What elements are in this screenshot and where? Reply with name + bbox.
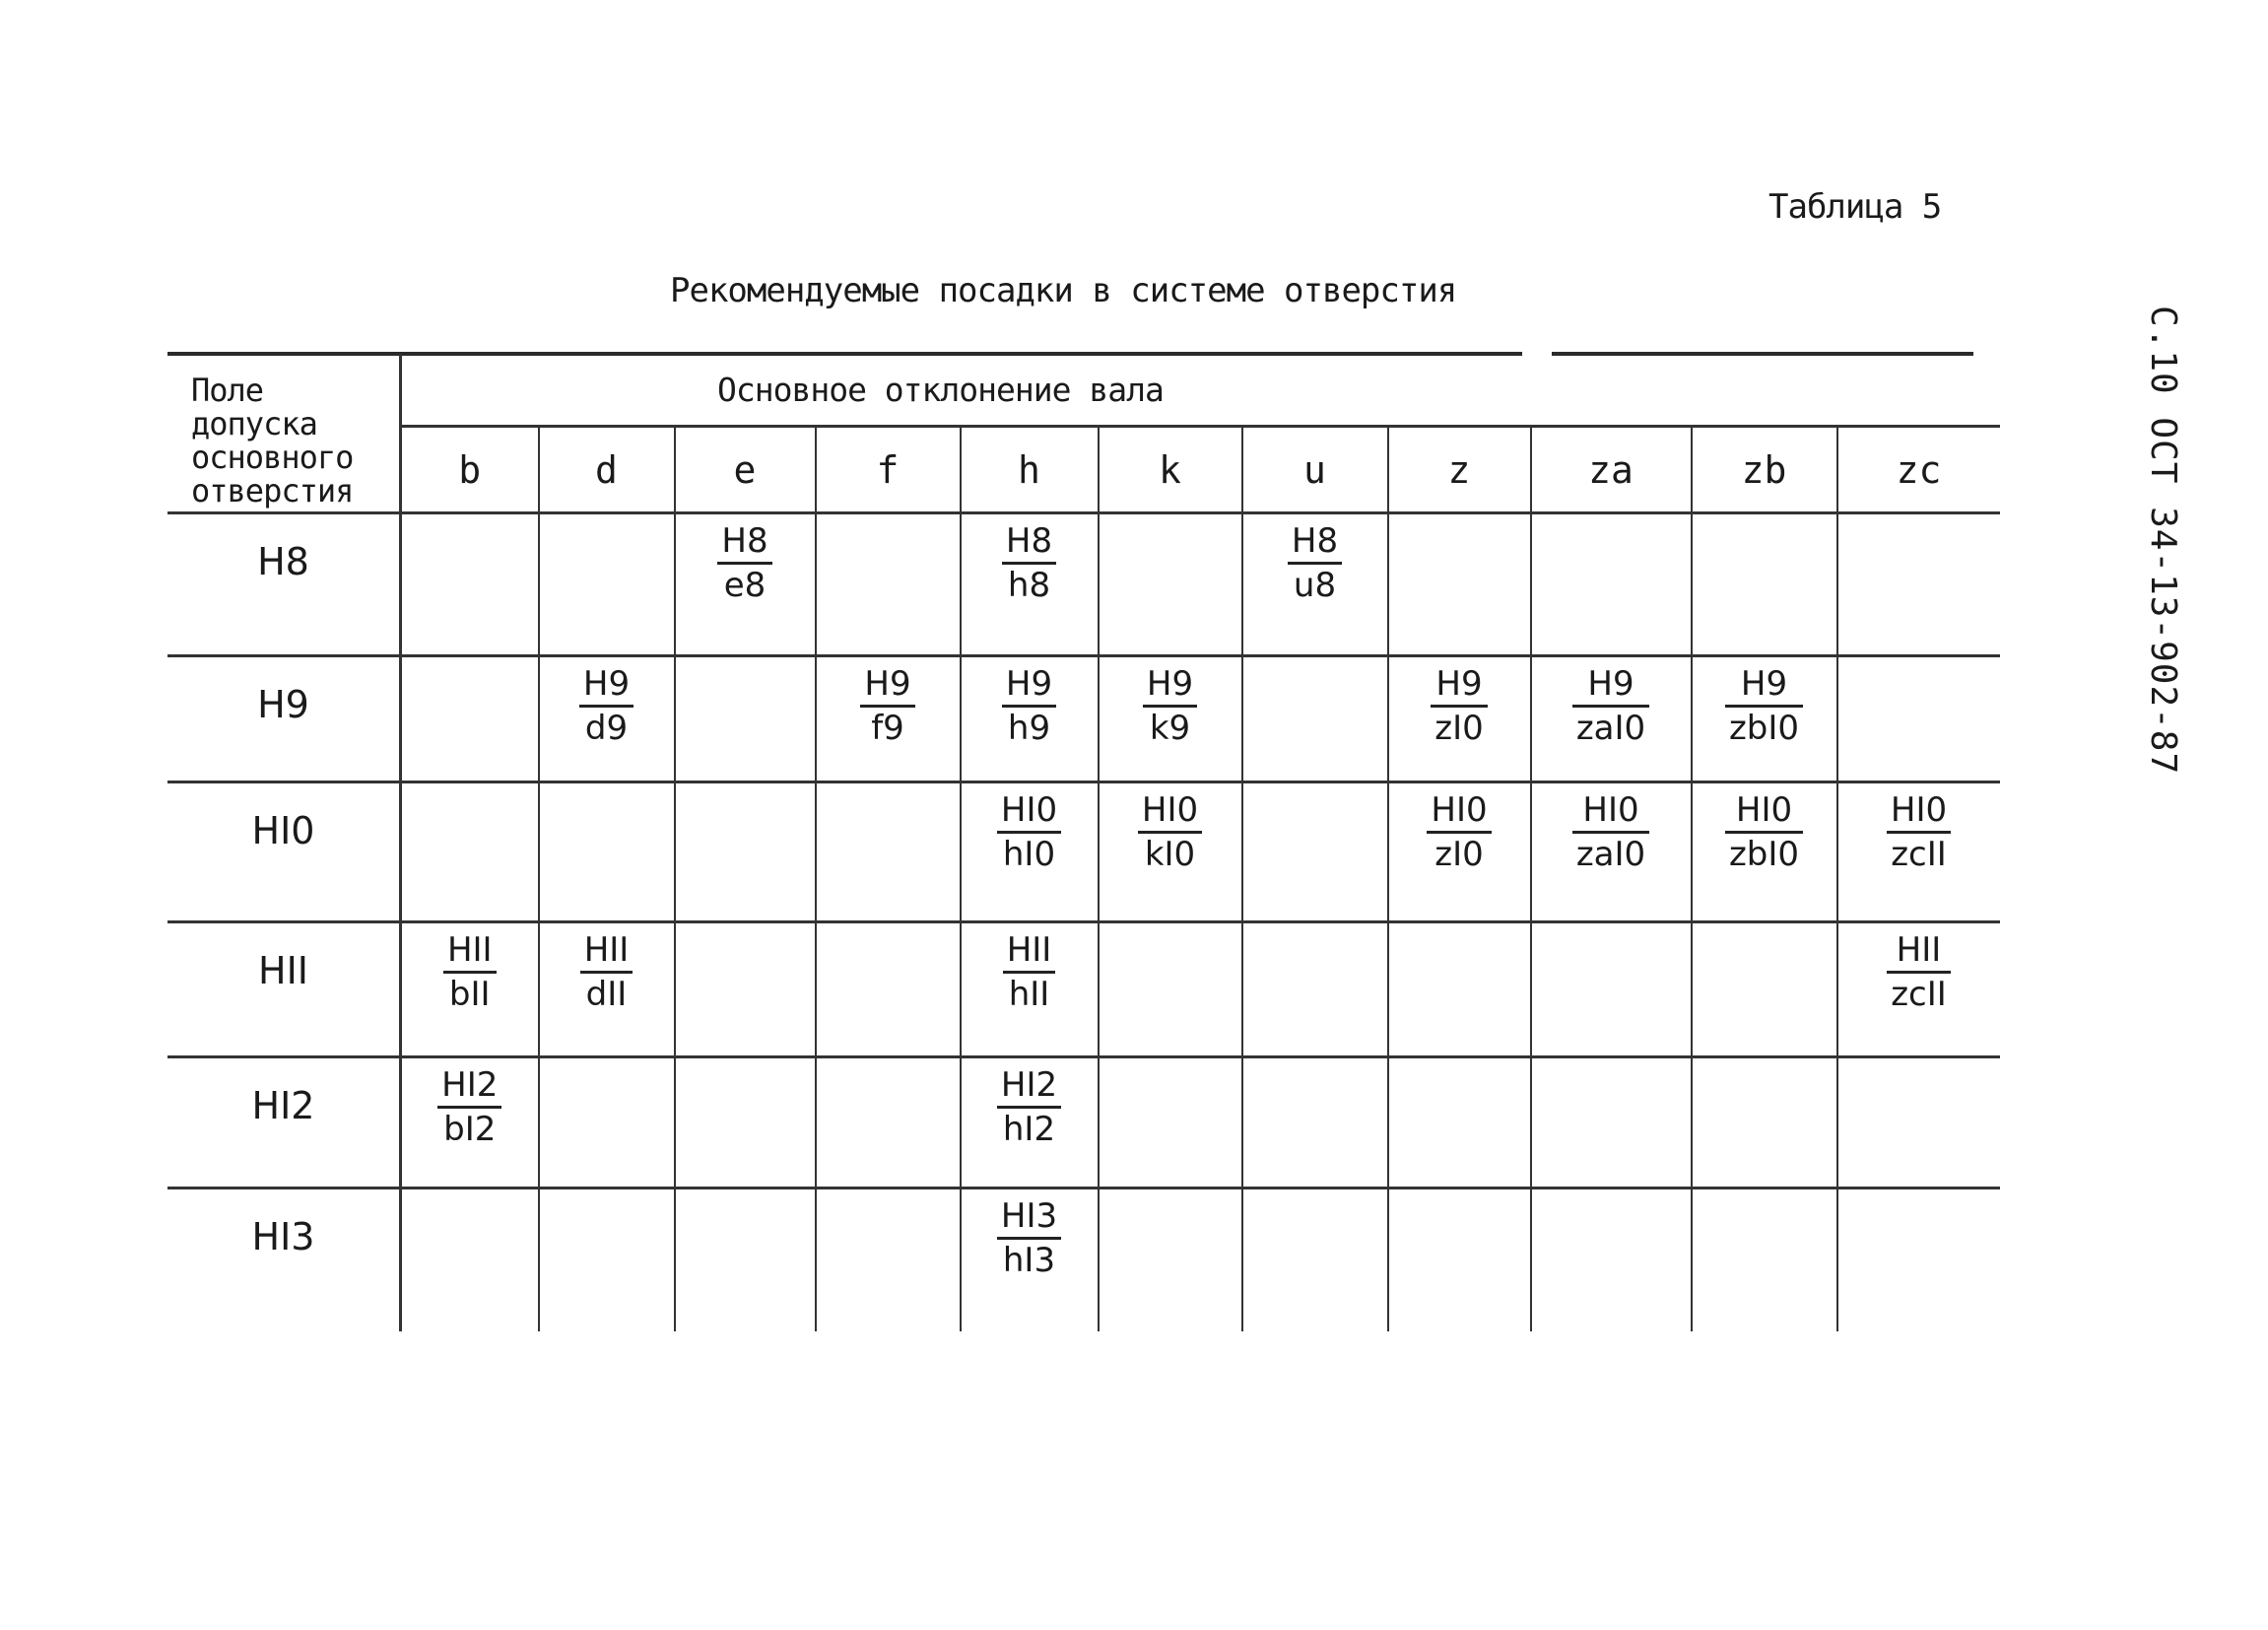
fit-shaft-tolerance: h8 [1007,566,1051,605]
fit-cell [675,513,816,656]
fit-cell [816,656,961,782]
fit-cell [1242,656,1388,782]
fit-cell [1692,1057,1837,1189]
fit-fraction [579,663,634,749]
table-row [167,513,2000,656]
fit-cell [1531,513,1692,656]
fit-cell [816,1189,961,1331]
fit-cell [1099,1057,1242,1189]
fit-hole-tolerance: H9 [1572,663,1649,708]
fit-hole-tolerance: H9 [860,663,914,708]
fit-shaft-tolerance: dII [585,975,628,1014]
fit-hole-tolerance: H9 [1725,663,1803,708]
fit-hole-tolerance: H9 [1431,663,1488,708]
fit-cell [1388,922,1531,1057]
table-row [167,922,2000,1057]
table-row [167,656,2000,782]
fit-cell [1837,782,2000,922]
fit-shaft-tolerance: kI0 [1144,835,1196,874]
group-header: Основное отклонение вала [401,354,2000,427]
fit-shaft-tolerance: d9 [584,709,629,748]
fit-cell [1531,1189,1692,1331]
fit-cell [816,922,961,1057]
fit-shaft-tolerance: bII [448,975,491,1014]
fit-shaft-tolerance: hII [1008,975,1050,1014]
fit-cell [675,782,816,922]
fit-fraction [717,520,771,606]
fit-cell [1837,1057,2000,1189]
fit-shaft-tolerance: hI0 [1002,835,1056,874]
fit-fraction [1002,663,1056,749]
fit-hole-tolerance: H8 [717,520,771,565]
fit-cell [539,782,675,922]
fit-cell [1692,656,1837,782]
fit-cell [1242,782,1388,922]
fit-hole-tolerance: HII [580,929,634,974]
fit-fraction [1725,663,1803,749]
fit-cell [539,1057,675,1189]
fit-cell [1388,1057,1531,1189]
column-header-zb: zb [1692,427,1837,513]
fit-cell [675,922,816,1057]
fit-fraction [997,1195,1061,1281]
fit-shaft-tolerance: zaI0 [1575,709,1646,748]
fit-fraction [580,929,634,1015]
fit-cell [675,1189,816,1331]
fit-cell [1099,922,1242,1057]
column-header-e: e [675,427,816,513]
fit-shaft-tolerance: zcII [1891,835,1947,874]
fit-hole-tolerance: H8 [1288,520,1342,565]
row-header: HII [167,922,401,1057]
fit-fraction [1887,789,1951,875]
column-header-b: b [401,427,539,513]
fit-fraction [1143,663,1197,749]
row-header: H8 [167,513,401,656]
table-row [167,782,2000,922]
column-header-k: k [1099,427,1242,513]
fit-cell [1692,782,1837,922]
fit-cell [539,1189,675,1331]
fit-cell [1388,656,1531,782]
fit-cell [1099,1189,1242,1331]
row-header: H9 [167,656,401,782]
fit-shaft-tolerance: hI3 [1002,1241,1056,1280]
fit-shaft-tolerance: k9 [1149,709,1191,748]
column-header-u: u [1242,427,1388,513]
fit-cell [401,1189,539,1331]
fit-cell [675,656,816,782]
column-header-z: z [1388,427,1531,513]
fit-fraction [1725,789,1803,875]
column-header-h: h [961,427,1099,513]
fit-hole-tolerance: HII [1003,929,1056,974]
fit-cell [1242,1057,1388,1189]
fit-cell [1242,922,1388,1057]
page-side-code: С.10 ОСТ 34-13-902-87 [2143,306,2183,776]
fit-fraction [1572,663,1649,749]
table-number: Таблица 5 [1768,187,1942,227]
column-header-f: f [816,427,961,513]
fit-cell [961,1057,1099,1189]
fit-cell [401,782,539,922]
fit-cell [401,513,539,656]
fit-cell [401,656,539,782]
fit-shaft-tolerance: h9 [1007,709,1051,748]
fit-hole-tolerance: HI0 [997,789,1061,834]
fit-cell [1242,513,1388,656]
fit-cell [1837,1189,2000,1331]
corner-header-text: Поле допуска основного отверстия [191,372,354,509]
fit-cell [1099,656,1242,782]
fit-cell [1692,922,1837,1057]
fit-cell [961,513,1099,656]
fit-hole-tolerance: HI2 [997,1064,1061,1109]
fit-cell [961,782,1099,922]
fit-cell [1531,1057,1692,1189]
fit-cell [961,656,1099,782]
column-header-za: za [1531,427,1692,513]
fit-fraction [1138,789,1202,875]
fit-hole-tolerance: HI0 [1427,789,1491,834]
fit-cell [675,1057,816,1189]
fit-shaft-tolerance: e8 [723,566,767,605]
fit-hole-tolerance: HII [1887,929,1951,974]
fit-fraction [1002,520,1056,606]
fit-hole-tolerance: HI0 [1138,789,1202,834]
header-row-2 [167,427,2000,513]
fit-cell [1242,1189,1388,1331]
fit-shaft-tolerance: zI0 [1434,835,1484,874]
fit-hole-tolerance: HI0 [1572,789,1649,834]
fit-hole-tolerance: HI3 [997,1195,1061,1240]
fit-shaft-tolerance: zI0 [1434,709,1484,748]
fits-table [167,354,2000,1331]
fit-cell [1388,782,1531,922]
header-row-1 [167,354,2000,427]
fit-cell [1837,513,2000,656]
fit-cell [1531,782,1692,922]
fit-cell [401,922,539,1057]
fit-cell [1388,1189,1531,1331]
fit-hole-tolerance: HII [443,929,497,974]
fit-cell [816,782,961,922]
fit-cell [1837,656,2000,782]
fit-fraction [443,929,497,1015]
fit-cell [1388,513,1531,656]
fit-shaft-tolerance: zcII [1891,975,1947,1014]
fit-shaft-tolerance: f9 [871,709,904,748]
fit-shaft-tolerance: bI2 [443,1110,497,1149]
fit-cell [1692,1189,1837,1331]
fit-cell [816,513,961,656]
fit-hole-tolerance: HI0 [1725,789,1803,834]
row-header: HI3 [167,1189,401,1331]
table-row [167,1189,2000,1331]
fit-cell [539,513,675,656]
fit-hole-tolerance: H9 [1002,663,1056,708]
fit-hole-tolerance: H8 [1002,520,1056,565]
fit-shaft-tolerance: zbI0 [1728,835,1800,874]
fit-shaft-tolerance: zbI0 [1728,709,1800,748]
fit-fraction [1003,929,1056,1015]
fit-fraction [1427,789,1491,875]
column-header-d: d [539,427,675,513]
fit-cell [1531,656,1692,782]
fit-fraction [1288,520,1342,606]
fit-cell [816,1057,961,1189]
fit-shaft-tolerance: zaI0 [1575,835,1646,874]
corner-header [167,354,401,513]
table-row [167,1057,2000,1189]
fit-fraction [1572,789,1649,875]
fit-cell [539,922,675,1057]
fit-cell [961,1189,1099,1331]
column-header-zc: zc [1837,427,2000,513]
fit-hole-tolerance: H9 [579,663,634,708]
fit-cell [1531,922,1692,1057]
fit-fraction [1431,663,1488,749]
fit-hole-tolerance: H9 [1143,663,1197,708]
fit-shaft-tolerance: u8 [1293,566,1337,605]
table-title: Рекомендуемые посадки в системе отверстия [670,271,1457,310]
fit-fraction [1887,929,1951,1015]
row-header: HI0 [167,782,401,922]
fit-shaft-tolerance: hI2 [1002,1110,1056,1149]
fit-fraction [997,1064,1061,1150]
row-header: HI2 [167,1057,401,1189]
fit-cell [1692,513,1837,656]
fit-cell [539,656,675,782]
fit-hole-tolerance: HI0 [1887,789,1951,834]
fit-cell [401,1057,539,1189]
fit-cell [1099,513,1242,656]
fit-hole-tolerance: HI2 [437,1064,501,1109]
fit-cell [961,922,1099,1057]
fit-fraction [860,663,914,749]
fit-cell [1837,922,2000,1057]
fit-fraction [997,789,1061,875]
fit-cell [1099,782,1242,922]
fit-fraction [437,1064,501,1150]
